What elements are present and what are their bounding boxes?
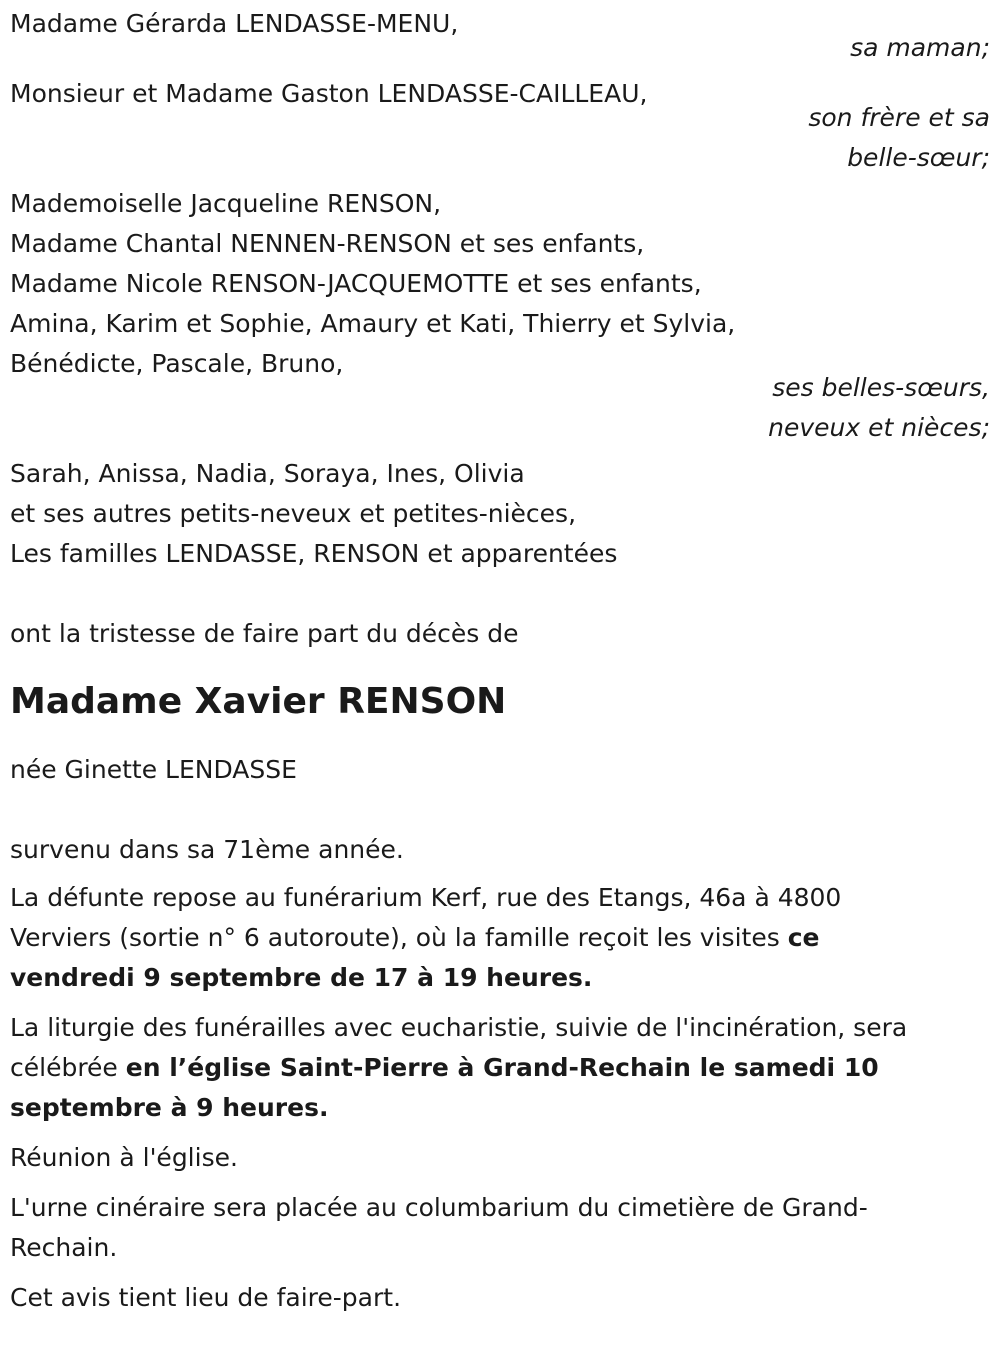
family-line: et ses autres petits-neveux et petites-nièces, xyxy=(10,499,577,528)
relation-label: neveux et nièces; xyxy=(768,413,990,442)
relation-label: sa maman; xyxy=(850,33,990,62)
family-group-others xyxy=(10,454,990,574)
family-line: Madame Gérarda LENDASSE-MENU, xyxy=(10,9,459,38)
family-line: Monsieur et Madame Gaston LENDASSE-CAILLEAU, xyxy=(10,79,648,108)
repose-line xyxy=(10,918,990,958)
liturgy-bold: en l’église Saint-Pierre à Grand-Rechain le samedi 10 xyxy=(125,1053,879,1082)
relation-label: belle-sœur; xyxy=(847,143,990,172)
family-line: Madame Chantal NENNEN-RENSON et ses enfants, xyxy=(10,229,645,258)
family-group-mother xyxy=(10,4,990,68)
birth-name: née Ginette LENDASSE xyxy=(10,755,297,784)
liturgy-line: La liturgie des funérailles avec eucharistie, suivie de l'incinération, sera xyxy=(10,1013,908,1042)
family-line: Mademoiselle Jacqueline RENSON, xyxy=(10,189,442,218)
family-line: Les familles LENDASSE, RENSON et apparentées xyxy=(10,539,618,568)
family-group-brother xyxy=(10,74,990,178)
announcement-text: ont la tristesse de faire part du décès de xyxy=(10,619,519,648)
meeting-line: Réunion à l'église. xyxy=(10,1143,238,1172)
meeting-paragraph xyxy=(10,1138,990,1178)
closing-line: Cet avis tient lieu de faire-part. xyxy=(10,1283,402,1312)
obituary-notice xyxy=(10,4,990,1328)
age-text: survenu dans sa 71ème année. xyxy=(10,835,404,864)
liturgy-bold: septembre à 9 heures. xyxy=(10,1093,329,1122)
urn-paragraph xyxy=(10,1188,990,1268)
family-group-in-laws xyxy=(10,184,990,448)
family-line: Madame Nicole RENSON-JACQUEMOTTE et ses enfants, xyxy=(10,269,702,298)
urn-line: L'urne cinéraire sera placée au columbarium du cimetière de Grand- xyxy=(10,1193,868,1222)
liturgy-text: célébrée xyxy=(10,1053,126,1082)
closing-paragraph xyxy=(10,1278,990,1318)
liturgy-line xyxy=(10,1048,990,1088)
repose-bold: ce xyxy=(787,923,820,952)
liturgy-line xyxy=(10,1088,990,1128)
repose-paragraph xyxy=(10,878,990,998)
repose-bold: vendredi 9 septembre de 17 à 19 heures. xyxy=(10,963,593,992)
repose-line: La défunte repose au funérarium Kerf, rue des Etangs, 46a à 4800 xyxy=(10,883,842,912)
repose-text: Verviers (sortie n° 6 autoroute), où la famille reçoit les visites xyxy=(10,923,788,952)
liturgy-paragraph xyxy=(10,1008,990,1128)
urn-line: Rechain. xyxy=(10,1233,118,1262)
family-line: Amina, Karim et Sophie, Amaury et Kati, Thierry et Sylvia, xyxy=(10,309,736,338)
family-line: Bénédicte, Pascale, Bruno, xyxy=(10,349,344,378)
deceased-name: Madame Xavier RENSON xyxy=(10,681,507,722)
repose-line xyxy=(10,958,990,998)
relation-label: ses belles-sœurs, xyxy=(772,373,990,402)
relation-label: son frère et sa xyxy=(808,103,990,132)
family-line: Sarah, Anissa, Nadia, Soraya, Ines, Olivia xyxy=(10,459,525,488)
